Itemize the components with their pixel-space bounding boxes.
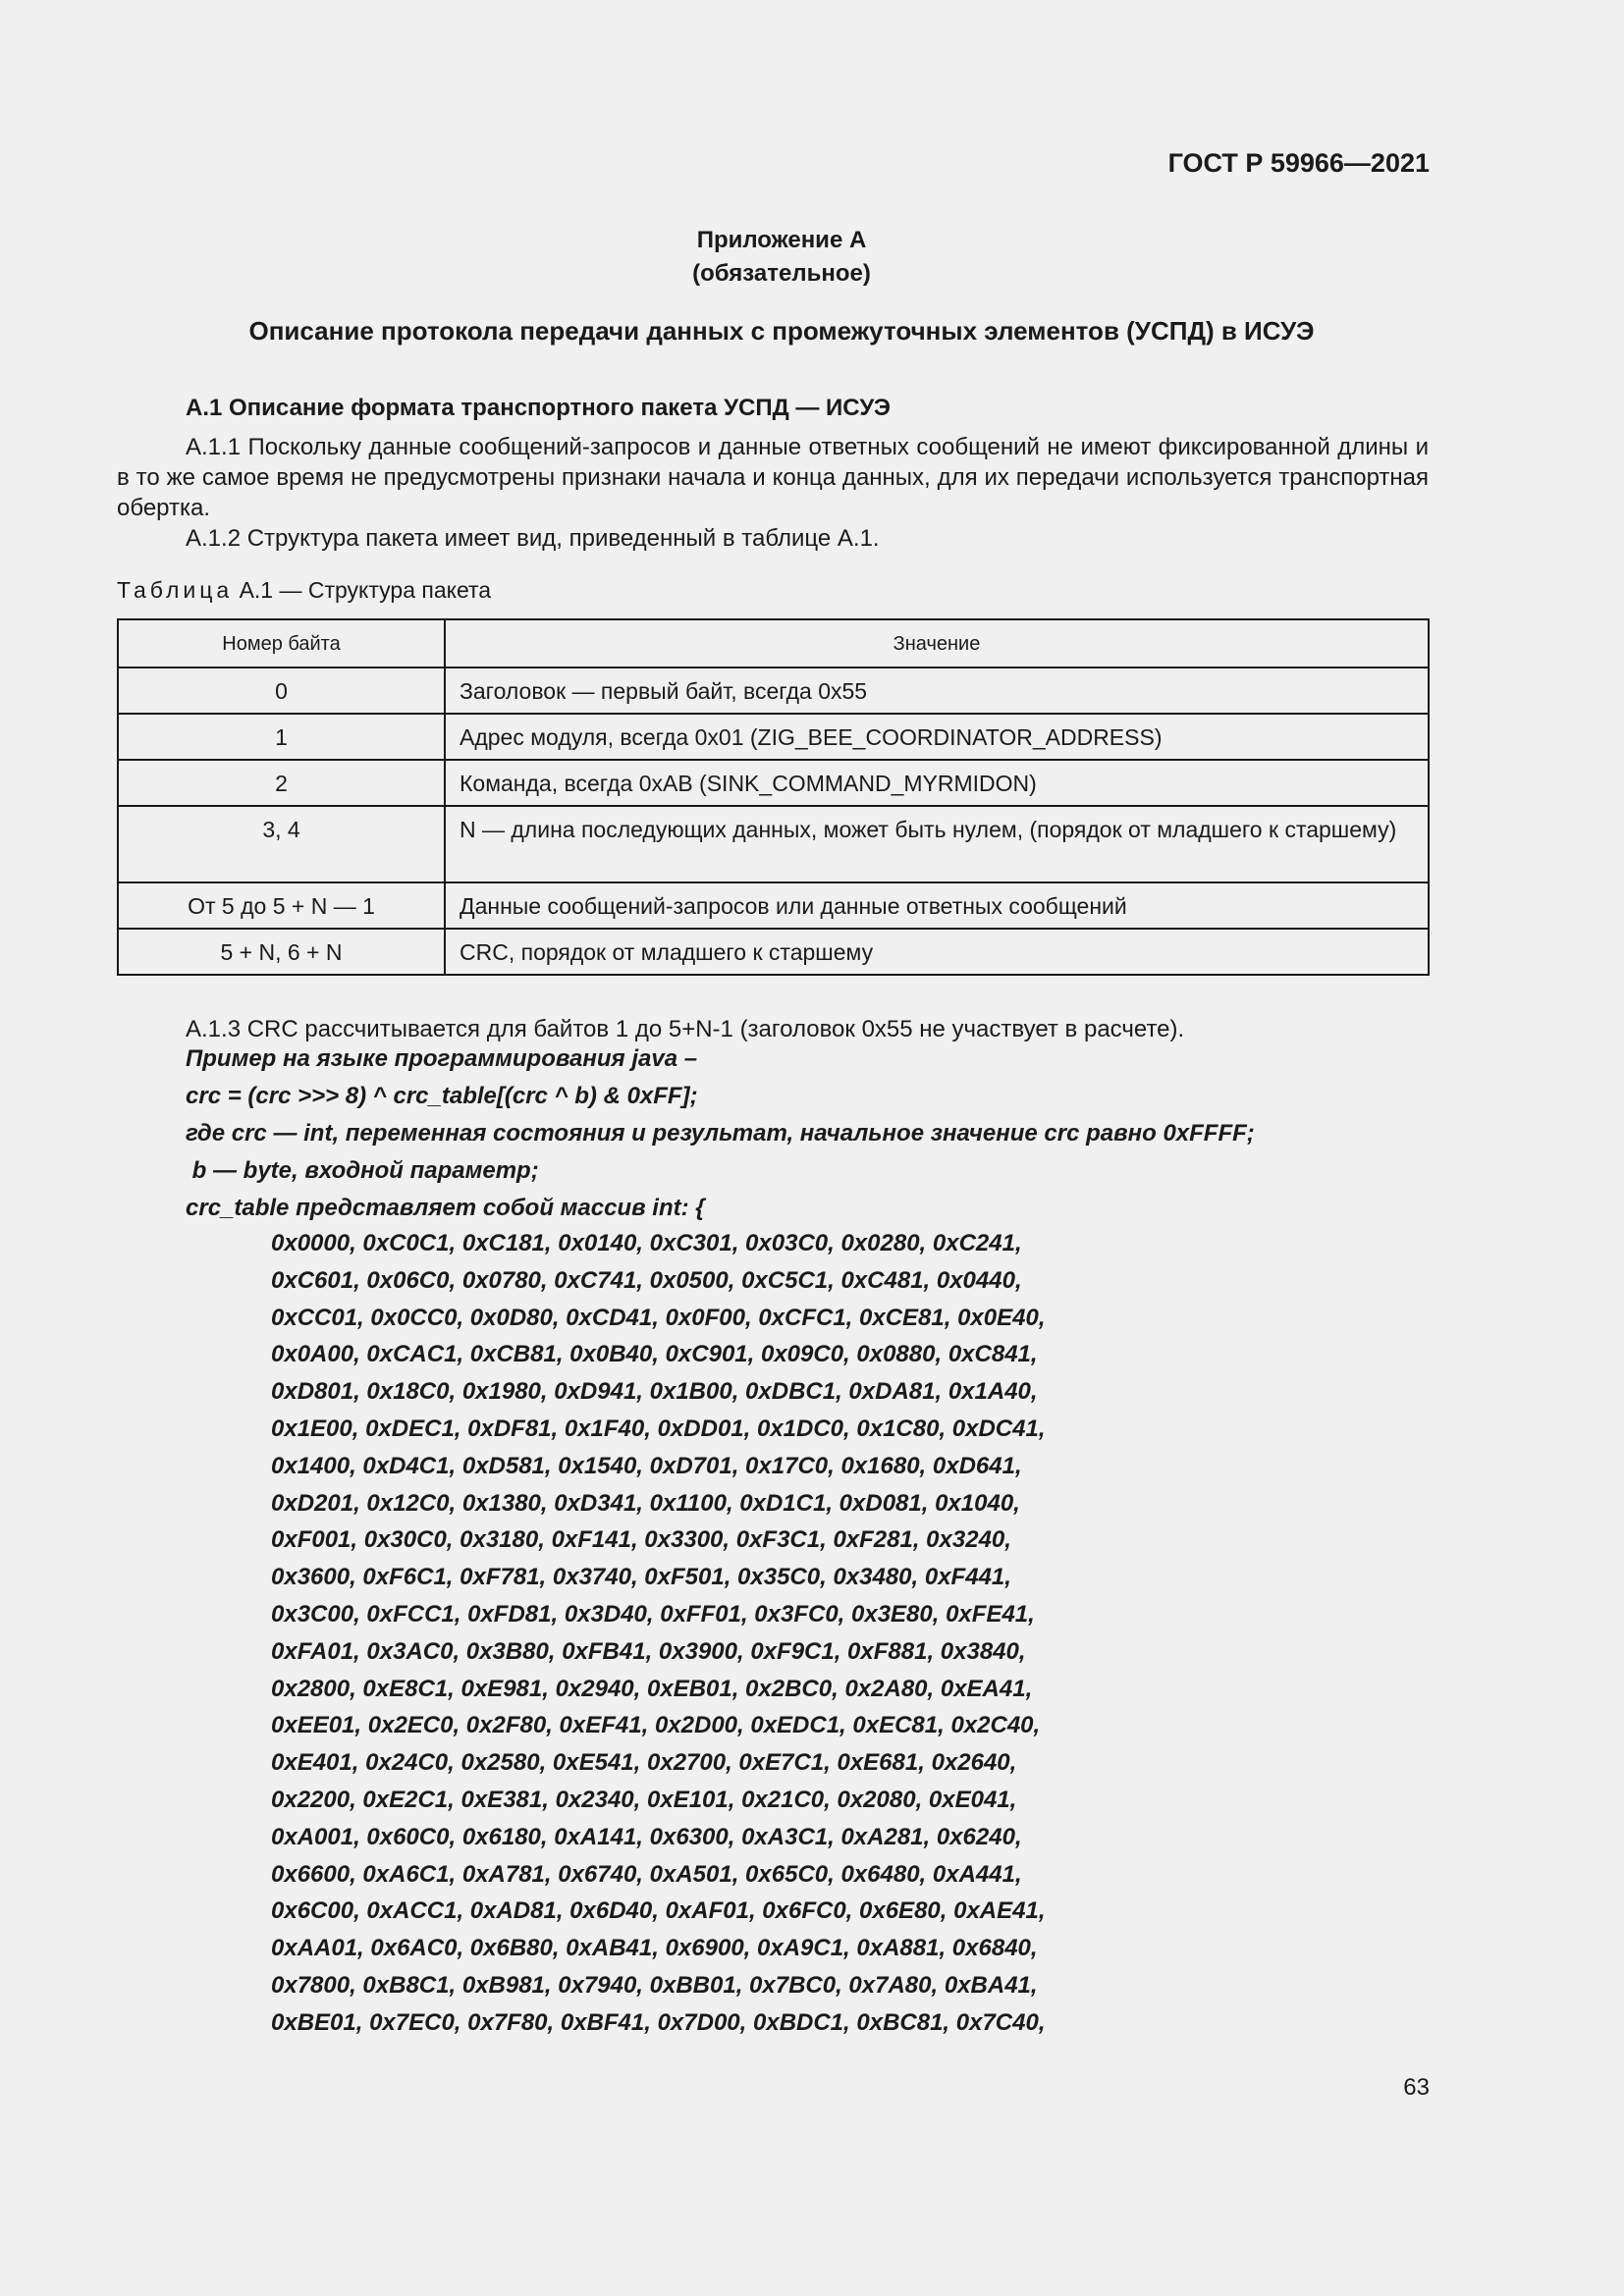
crc-table-line: 0xC601, 0x06C0, 0x0780, 0xC741, 0x0500, 0xC5C1, 0xC481, 0x0440, bbox=[271, 1266, 1022, 1294]
appendix-title bbox=[0, 224, 1563, 291]
standard-code: ГОСТ Р 59966—2021 bbox=[1167, 148, 1430, 178]
table-row bbox=[118, 667, 1429, 714]
table-caption-prefix: Таблица bbox=[117, 577, 234, 603]
byte-number-cell: От 5 до 5 + N — 1 bbox=[118, 882, 445, 929]
page-number: 63 bbox=[1403, 2074, 1430, 2101]
section-heading: А.1 Описание формата транспортного пакета УСПД — ИСУЭ bbox=[186, 395, 892, 421]
byte-number-cell: 5 + N, 6 + N bbox=[118, 929, 445, 975]
crc-table-line: 0x3600, 0xF6C1, 0xF781, 0x3740, 0xF501, 0x35C0, 0x3480, 0xF441, bbox=[271, 1564, 1011, 1591]
crc-table-line: 0x1400, 0xD4C1, 0xD581, 0x1540, 0xD701, 0x17C0, 0x1680, 0xD641, bbox=[271, 1452, 1022, 1479]
table-caption-title: А.1 — Структура пакета bbox=[233, 577, 492, 603]
value-cell: Адрес модуля, всегда 0x01 (ZIG_BEE_COORDINATOR_ADDRESS) bbox=[445, 714, 1429, 760]
code-crc-formula: crc = (crc >>> 8) ^ crc_table[(crc ^ b) & 0xFF]; bbox=[186, 1083, 698, 1109]
byte-number-cell: 3, 4 bbox=[118, 806, 445, 882]
crc-table-line: 0x2200, 0xE2C1, 0xE381, 0x2340, 0xE101, 0x21C0, 0x2080, 0xE041, bbox=[271, 1786, 1017, 1813]
crc-table-line: 0x0A00, 0xCAC1, 0xCB81, 0x0B40, 0xC901, 0x09C0, 0x0880, 0xC841, bbox=[271, 1341, 1038, 1368]
paragraph-a-1-2-text: А.1.2 Структура пакета имеет вид, приведенный в таблице А.1. bbox=[186, 525, 880, 552]
crc-table-line: 0xCC01, 0x0CC0, 0x0D80, 0xCD41, 0x0F00, 0xCFC1, 0xCE81, 0x0E40, bbox=[271, 1304, 1046, 1331]
table-row bbox=[118, 760, 1429, 806]
value-cell: Данные сообщений-запросов или данные ответных сообщений bbox=[445, 882, 1429, 929]
code-crc-description: где crc — int, переменная состояния и результат, начальное значение crc равно 0xFFFF; bbox=[186, 1120, 1255, 1147]
crc-table-line: 0xD801, 0x18C0, 0x1980, 0xD941, 0x1B00, 0xDBC1, 0xDA81, 0x1A40, bbox=[271, 1378, 1038, 1406]
table-row bbox=[118, 882, 1429, 929]
crc-table-line: 0x2800, 0xE8C1, 0xE981, 0x2940, 0xEB01, 0x2BC0, 0x2A80, 0xEA41, bbox=[271, 1675, 1033, 1702]
crc-table-line: 0xF001, 0x30C0, 0x3180, 0xF141, 0x3300, 0xF3C1, 0xF281, 0x3240, bbox=[271, 1526, 1011, 1554]
crc-table-line: 0xE401, 0x24C0, 0x2580, 0xE541, 0x2700, 0xE7C1, 0xE681, 0x2640, bbox=[271, 1749, 1017, 1777]
crc-table-line: 0xFA01, 0x3AC0, 0x3B80, 0xFB41, 0x3900, 0xF9C1, 0xF881, 0x3840, bbox=[271, 1637, 1026, 1665]
code-b-description: b — byte, входной параметр; bbox=[186, 1157, 539, 1184]
paragraph-a-1-1-text: А.1.1 Поскольку данные сообщений-запросов и данные ответных сообщений не имеют фиксированной длины и в то же самое время не предусмотрены признаки начала и конца данных, для их передачи используется транспортная обертка. bbox=[117, 434, 1429, 521]
table-row bbox=[118, 806, 1429, 882]
paragraph-a-1-2 bbox=[117, 523, 1429, 554]
byte-number-cell: 1 bbox=[118, 714, 445, 760]
table-row bbox=[118, 929, 1429, 975]
code-example-intro: Пример на языке программирования java – bbox=[186, 1045, 698, 1072]
crc-table-line: 0x3C00, 0xFCC1, 0xFD81, 0x3D40, 0xFF01, 0x3FC0, 0x3E80, 0xFE41, bbox=[271, 1600, 1035, 1628]
value-cell: CRC, порядок от младшего к старшему bbox=[445, 929, 1429, 975]
crc-table-values bbox=[271, 1225, 1046, 2042]
crc-table-line: 0x6C00, 0xACC1, 0xAD81, 0x6D40, 0xAF01, 0x6FC0, 0x6E80, 0xAE41, bbox=[271, 1897, 1046, 1925]
byte-number-cell: 0 bbox=[118, 667, 445, 714]
table-caption bbox=[117, 577, 491, 604]
crc-table-line: 0xEE01, 0x2EC0, 0x2F80, 0xEF41, 0x2D00, 0xEDC1, 0xEC81, 0x2C40, bbox=[271, 1712, 1041, 1739]
crc-table-line: 0x7800, 0xB8C1, 0xB981, 0x7940, 0xBB01, 0x7BC0, 0x7A80, 0xBA41, bbox=[271, 1971, 1038, 1999]
byte-number-cell: 2 bbox=[118, 760, 445, 806]
table-header-row bbox=[118, 619, 1429, 667]
value-cell: Заголовок — первый байт, всегда 0x55 bbox=[445, 667, 1429, 714]
paragraph-a-1-1 bbox=[117, 432, 1429, 523]
value-cell: Команда, всегда 0xAB (SINK_COMMAND_MYRMIDON) bbox=[445, 760, 1429, 806]
crc-table-line: 0xBE01, 0x7EC0, 0x7F80, 0xBF41, 0x7D00, 0xBDC1, 0xBC81, 0x7C40, bbox=[271, 2008, 1046, 2036]
crc-table-line: 0x6600, 0xA6C1, 0xA781, 0x6740, 0xA501, 0x65C0, 0x6480, 0xA441, bbox=[271, 1860, 1022, 1888]
crc-table-line: 0xD201, 0x12C0, 0x1380, 0xD341, 0x1100, 0xD1C1, 0xD081, 0x1040, bbox=[271, 1489, 1020, 1517]
crc-table-line: 0xA001, 0x60C0, 0x6180, 0xA141, 0x6300, 0xA3C1, 0xA281, 0x6240, bbox=[271, 1823, 1022, 1850]
appendix-label: Приложение А bbox=[696, 227, 867, 253]
crc-table-line: 0x0000, 0xC0C1, 0xC181, 0x0140, 0xC301, 0x03C0, 0x0280, 0xC241, bbox=[271, 1230, 1022, 1256]
code-table-intro: crc_table представляет собой массив int: { bbox=[186, 1195, 705, 1221]
table-row bbox=[118, 714, 1429, 760]
crc-table-line: 0x1E00, 0xDEC1, 0xDF81, 0x1F40, 0xDD01, 0x1DC0, 0x1C80, 0xDC41, bbox=[271, 1415, 1046, 1442]
crc-table-line: 0xAA01, 0x6AC0, 0x6B80, 0xAB41, 0x6900, 0xA9C1, 0xA881, 0x6840, bbox=[271, 1935, 1038, 1962]
appendix-status: (обязательное) bbox=[692, 260, 871, 287]
header-value: Значение bbox=[445, 619, 1429, 667]
value-cell: N — длина последующих данных, может быть нулем, (порядок от младшего к старшему) bbox=[445, 806, 1429, 882]
packet-structure-table bbox=[117, 618, 1430, 976]
paragraph-a-1-3-text: А.1.3 CRC рассчитывается для байтов 1 до 5+N-1 (заголовок 0x55 не участвует в расчете). bbox=[186, 1016, 1185, 1042]
document-heading: Описание протокола передачи данных с промежуточных элементов (УСПД) в ИСУЭ bbox=[248, 316, 1315, 346]
header-byte-number: Номер байта bbox=[118, 619, 445, 667]
